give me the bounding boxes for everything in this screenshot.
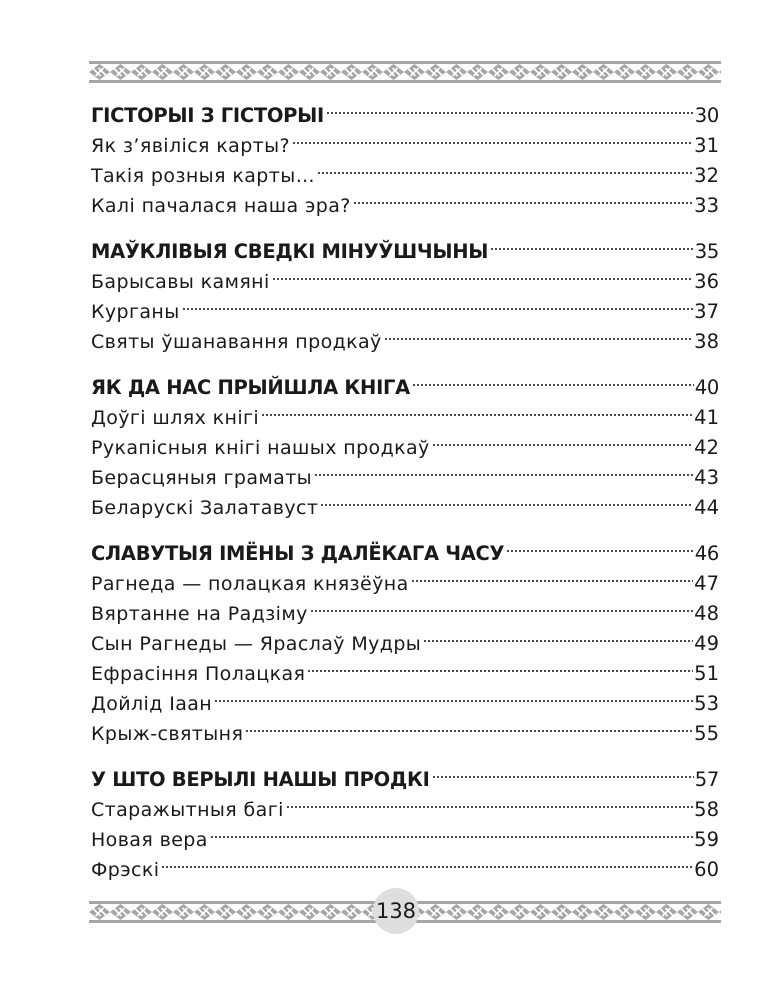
toc-entry-page: 58 [694, 798, 719, 821]
dot-leader [432, 756, 694, 786]
toc-section-heading[interactable] [91, 92, 719, 127]
toc-section-heading-page: 35 [694, 240, 719, 263]
page-number: 138 [373, 888, 419, 934]
toc-entry-title: Такія розныя карты… [91, 165, 316, 187]
toc-section-heading-title: ЯК ДА НАС ПРЫЙШЛА КНІГА [91, 376, 410, 399]
toc-entry-page: 49 [694, 632, 719, 655]
dot-leader [210, 816, 693, 846]
dot-leader [310, 590, 693, 620]
toc-section-heading[interactable] [91, 530, 719, 565]
toc-section [91, 530, 719, 745]
dot-leader [245, 710, 693, 740]
toc-entry-page: 48 [694, 602, 719, 625]
toc-section [91, 756, 719, 881]
dot-leader [432, 424, 693, 454]
dot-leader [307, 650, 693, 680]
toc-entry-title: Сын Рагнеды — Яраслаў Мудры [91, 633, 422, 655]
dot-leader [292, 122, 693, 152]
toc-entry-page: 31 [694, 134, 719, 157]
dot-leader [326, 92, 694, 122]
toc-entry-page: 59 [694, 828, 719, 851]
dot-leader [411, 560, 694, 590]
toc-section-heading-title: СЛАВУТЫЯ ІМЁНЫ З ДАЛЁКАГА ЧАСУ [91, 542, 505, 565]
dot-leader [182, 288, 694, 318]
toc-entry[interactable] [91, 288, 719, 323]
toc-entry[interactable] [91, 846, 719, 881]
toc-entry-page: 42 [694, 436, 719, 459]
ornament-border-top [89, 61, 721, 83]
toc-entry-title: Доўгі шлях кнігі [91, 407, 260, 429]
toc-entry-page: 32 [694, 164, 719, 187]
toc-entry-title: Беларускі Залатавуст [91, 497, 319, 519]
toc-entry-title: Рукапісныя кнігі нашых продкаў [91, 437, 430, 459]
dot-leader [423, 620, 693, 650]
toc-section-heading-title: ГІСТОРЫІ З ГІСТОРЫІ [91, 104, 324, 127]
toc-entry-page: 51 [694, 662, 719, 685]
toc-section-heading-page: 30 [694, 104, 719, 127]
toc-entry-page: 37 [694, 300, 719, 323]
toc-entry-title: Крыж-святыня [91, 723, 244, 745]
toc-entry-title: Калі пачалася наша эра? [91, 195, 351, 217]
toc-section-heading-page: 40 [694, 376, 719, 399]
toc-section [91, 364, 719, 519]
toc-entry-page: 33 [694, 194, 719, 217]
dot-leader [506, 530, 694, 560]
dot-leader [317, 152, 693, 182]
toc-entry-title: Святы ўшанавання продкаў [91, 331, 382, 353]
toc-entry-title: Новая вера [91, 829, 208, 851]
toc-entry-title: Вяртанне на Радзіму [91, 603, 308, 625]
toc-entry-page: 55 [694, 722, 719, 745]
dot-leader [320, 484, 693, 514]
toc-entry-title: Дойлід Іаан [91, 693, 213, 715]
toc-entry-page: 53 [694, 692, 719, 715]
toc-section-heading[interactable] [91, 228, 719, 263]
toc-entry-title: Берасцяныя граматы [91, 467, 313, 489]
toc-section-heading-page: 57 [694, 768, 719, 791]
toc-entry-title: Курганы [91, 301, 180, 323]
toc-entry-title: Барысавы камяні [91, 271, 270, 293]
toc-entry-page: 43 [694, 466, 719, 489]
table-of-contents [91, 92, 719, 892]
toc-entry-title: Старажытныя багі [91, 799, 284, 821]
toc-entry-title: Рагнеда — полацкая князёўна [91, 573, 409, 595]
toc-entry-page: 41 [694, 406, 719, 429]
dot-leader [353, 182, 693, 212]
toc-section-heading-title: У ШТО ВЕРЫЛІ НАШЫ ПРОДКІ [91, 768, 430, 791]
toc-entry-page: 44 [694, 496, 719, 519]
toc-section [91, 92, 719, 217]
toc-entry-title: Як з’явіліся карты? [91, 135, 291, 157]
dot-leader [384, 318, 693, 348]
toc-section-heading-title: МАЎКЛІВЫЯ СВЕДКІ МІНУЎШЧЫНЫ [91, 240, 489, 263]
ornament-pattern-icon [89, 61, 721, 83]
dot-leader [214, 680, 693, 710]
toc-entry-page: 47 [694, 572, 719, 595]
dot-leader [261, 394, 693, 424]
dot-leader [490, 228, 694, 258]
toc-entry-page: 38 [694, 330, 719, 353]
dot-leader [412, 364, 694, 394]
dot-leader [314, 454, 693, 484]
toc-section [91, 228, 719, 353]
toc-section-heading[interactable] [91, 756, 719, 791]
toc-entry[interactable] [91, 318, 719, 353]
dot-leader [272, 258, 694, 288]
toc-entry-page: 60 [694, 858, 719, 881]
dot-leader [161, 846, 693, 876]
toc-entry-title: Ефрасіння Полацкая [91, 663, 306, 685]
dot-leader [286, 786, 693, 816]
toc-section-heading-page: 46 [694, 542, 719, 565]
toc-section-heading[interactable] [91, 364, 719, 399]
toc-entry-page: 36 [694, 270, 719, 293]
toc-entry-title: Фрэскі [91, 859, 160, 881]
